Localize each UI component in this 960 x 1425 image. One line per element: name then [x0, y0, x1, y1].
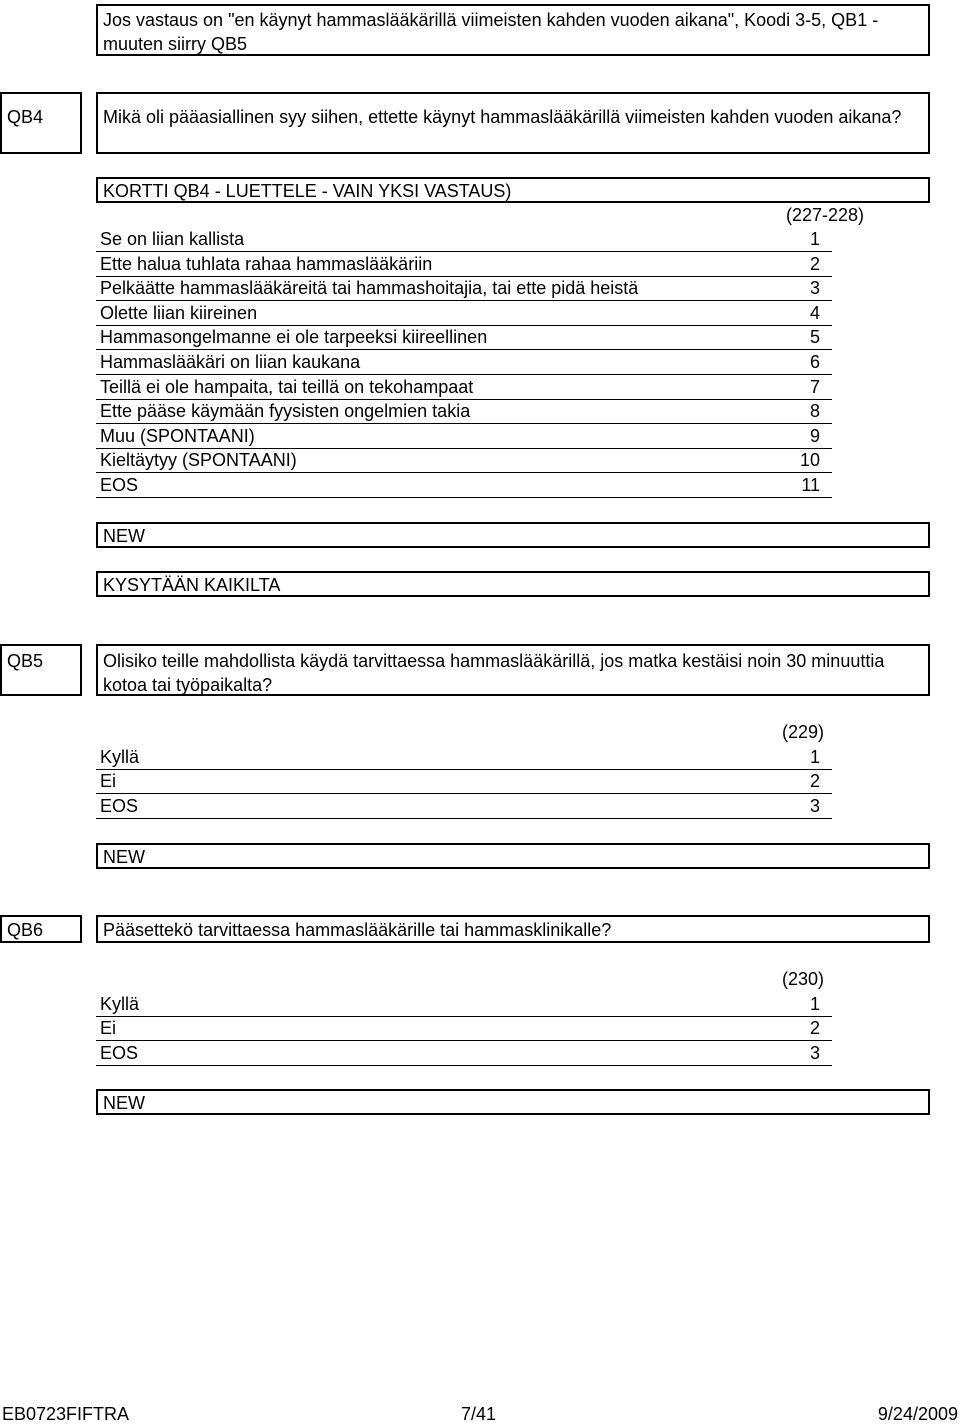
qb5-new-box — [96, 843, 930, 869]
footer-date: 9/24/2009 — [877, 1404, 958, 1424]
option-label: Kyllä — [100, 994, 140, 1014]
qb4-columns: (227-228) — [785, 205, 864, 225]
qb4-instruction-box — [96, 177, 930, 203]
option-code: 2 — [809, 771, 820, 791]
option-code: 4 — [809, 303, 820, 323]
routing-note-box — [96, 4, 930, 56]
qb5-code: QB5 — [7, 651, 44, 671]
qb6-new-box — [96, 1089, 930, 1115]
qb6-new-label: NEW — [103, 1093, 145, 1113]
option-code: 8 — [809, 401, 820, 421]
qb4-new-label: NEW — [103, 526, 145, 546]
footer-page-number: 7/41 — [461, 1404, 497, 1424]
option-code: 9 — [809, 426, 820, 446]
option-code: 3 — [809, 796, 820, 816]
option-label: Teillä ei ole hampaita, tai teillä on tekohampaat — [100, 377, 474, 397]
qb5-question-box — [96, 644, 930, 696]
option-label: Kieltäytyy (SPONTAANI) — [100, 450, 297, 470]
qb4-code: QB4 — [7, 107, 44, 127]
option-label: Hammaslääkäri on liian kaukana — [100, 352, 361, 372]
ask-all-label: KYSYTÄÄN KAIKILTA — [103, 575, 281, 595]
option-code: 7 — [809, 377, 820, 397]
routing-note: Jos vastaus on "en käynyt hammaslääkärillä viimeisten kahden vuoden aikana", Koodi 3-5, QB1 - muuten siirry QB5 — [103, 10, 879, 54]
option-label: EOS — [100, 796, 139, 816]
option-code: 1 — [809, 229, 820, 249]
qb4-instruction: KORTTI QB4 - LUETTELE - VAIN YKSI VASTAUS) — [103, 181, 512, 201]
qb4-code-box — [0, 92, 82, 154]
option-label: Olette liian kiireinen — [100, 303, 258, 323]
divider — [96, 1016, 832, 1017]
qb6-question-box — [96, 915, 930, 943]
option-label: Ei — [100, 771, 117, 791]
divider — [96, 818, 832, 819]
divider — [96, 497, 832, 498]
option-code: 11 — [801, 475, 820, 495]
option-code: 1 — [809, 994, 820, 1014]
qb4-new-box — [96, 522, 930, 548]
option-code: 2 — [809, 1018, 820, 1038]
option-code: 3 — [809, 278, 820, 298]
option-code: 2 — [809, 254, 820, 274]
option-label: Muu (SPONTAANI) — [100, 426, 255, 446]
option-label: Ette pääse käymään fyysisten ongelmien takia — [100, 401, 471, 421]
option-label: EOS — [100, 1043, 139, 1063]
qb6-question: Pääsettekö tarvittaessa hammaslääkärille tai hammasklinikalle? — [103, 920, 612, 940]
qb5-code-box — [0, 644, 82, 696]
option-label: EOS — [100, 475, 139, 495]
qb6-columns: (230) — [781, 969, 824, 989]
option-label: Ei — [100, 1018, 117, 1038]
divider — [96, 472, 832, 473]
qb4-question-box — [96, 92, 930, 154]
qb6-code-box — [0, 915, 82, 943]
qb5-question: Olisiko teille mahdollista käydä tarvittaessa hammaslääkärillä, jos matka kestäisi noin 30 minuuttia kotoa tai työpaikalta? — [103, 651, 885, 695]
option-label: Hammasongelmanne ei ole tarpeeksi kiireellinen — [100, 327, 488, 347]
qb5-columns: (229) — [781, 722, 824, 742]
option-code: 10 — [799, 450, 820, 470]
option-label: Kyllä — [100, 747, 140, 767]
option-code: 6 — [809, 352, 820, 372]
option-label: Ette halua tuhlata rahaa hammaslääkäriin — [100, 254, 433, 274]
option-code: 5 — [809, 327, 820, 347]
divider — [96, 1040, 832, 1041]
option-code: 3 — [809, 1043, 820, 1063]
option-code: 1 — [809, 747, 820, 767]
option-label: Pelkäätte hammaslääkäreitä tai hammashoitajia, tai ette pidä heistä — [100, 278, 639, 298]
option-label: Se on liian kallista — [100, 229, 245, 249]
qb5-new-label: NEW — [103, 847, 145, 867]
footer-doc-id: EB0723FIFTRA — [2, 1404, 130, 1424]
divider — [96, 1065, 832, 1066]
qb4-question: Mikä oli pääasiallinen syy siihen, ettette käynyt hammaslääkärillä viimeisten kahden vuoden aikana? — [103, 107, 902, 127]
divider — [96, 793, 832, 794]
ask-all-box — [96, 571, 930, 597]
qb6-code: QB6 — [7, 920, 44, 940]
divider — [96, 769, 832, 770]
